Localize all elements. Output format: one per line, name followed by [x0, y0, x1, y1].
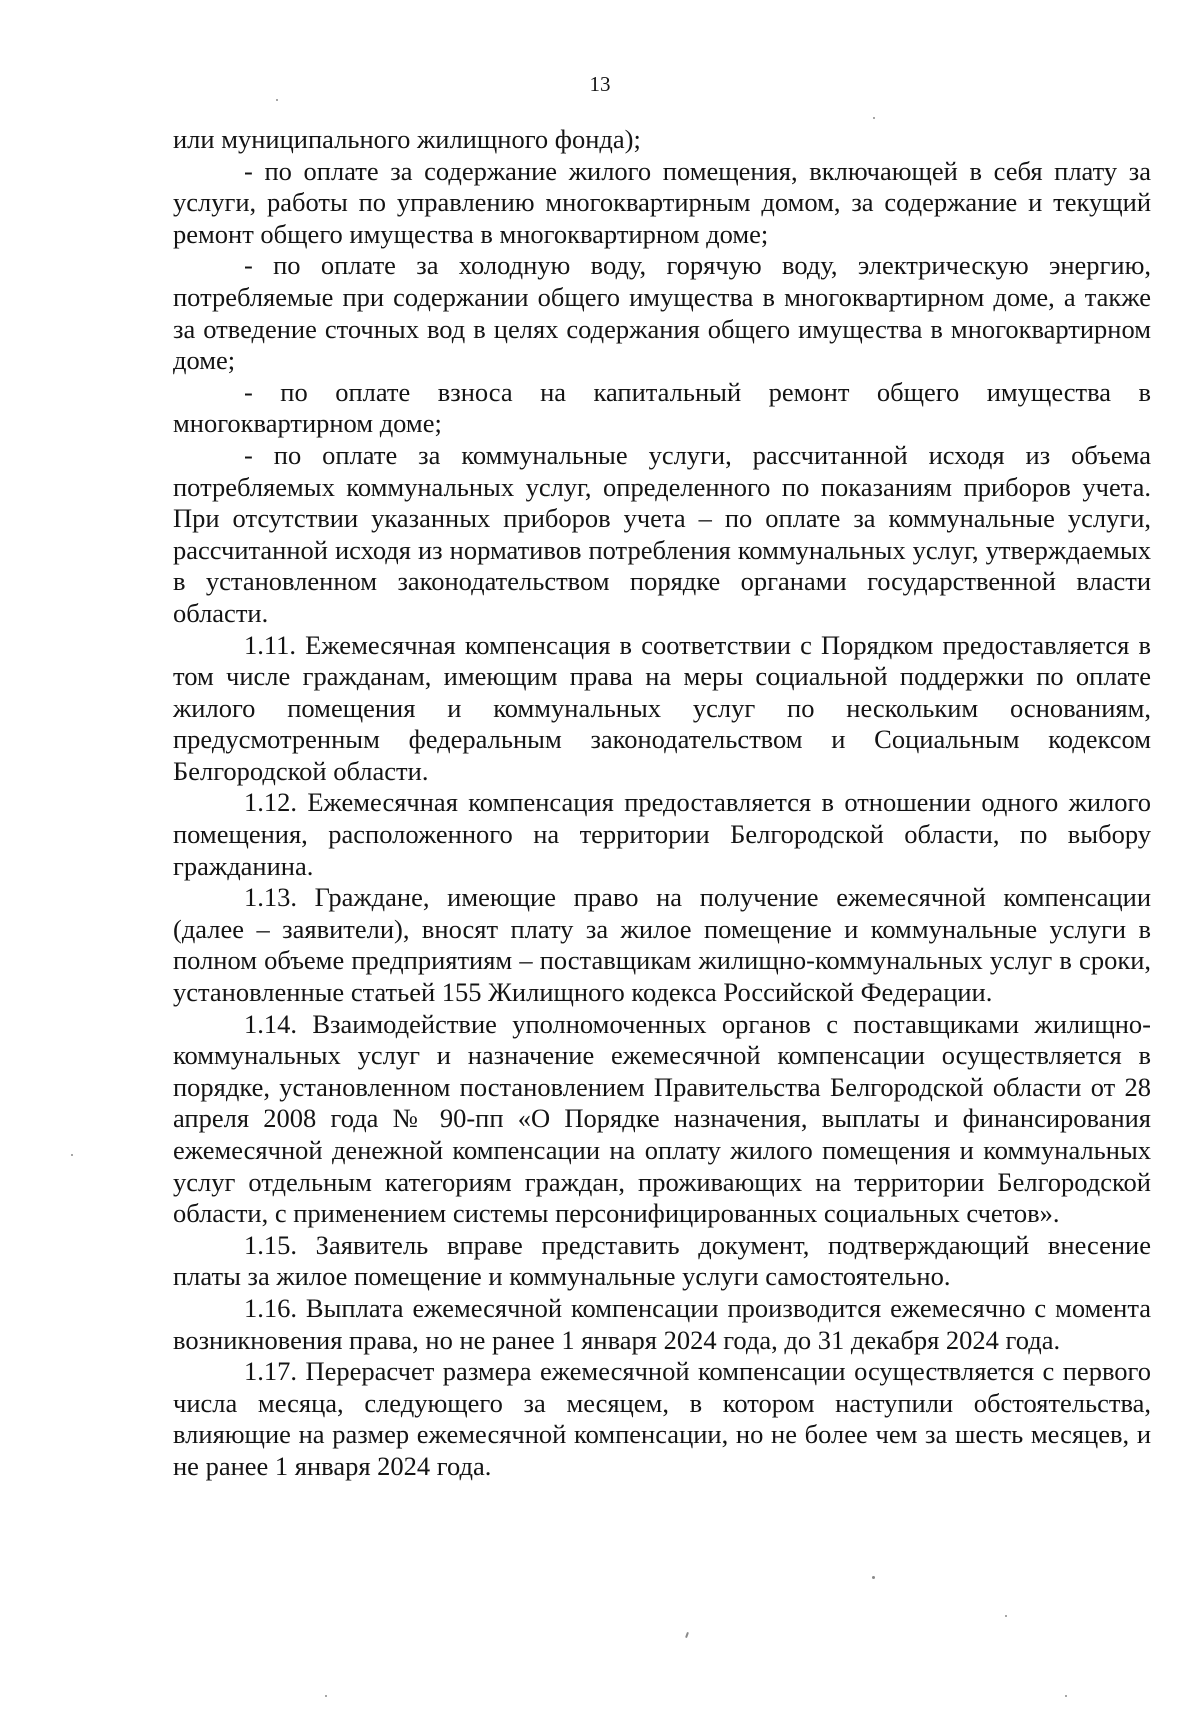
- paragraph-bullet-metered-utilities: - по оплате за коммунальные услуги, рассчитанной исходя из объема потребляемых коммунальных услуг, определенного по показаниям приборов учета. При отсутствии указанных приборов учета – по оплате за коммунальные услуги, рассчитанной исходя из нормативов потребления коммунальных услуг, утверждаемых в установленном законодательством порядке органами государственной власти области.: [173, 439, 1151, 628]
- scan-speck: [872, 1576, 875, 1579]
- clause-1-15: 1.15. Заявитель вправе представить документ, подтверждающий внесение платы за жилое помещение и коммунальные услуги самостоятельно.: [173, 1229, 1151, 1292]
- paragraph-bullet-common-utilities: - по оплате за холодную воду, горячую воду, электрическую энергию, потребляемые при содержании общего имущества в многоквартирном доме, а также за отведение сточных вод в целях содержания общего имущества в многоквартирном доме;: [173, 250, 1151, 376]
- scan-speck: [71, 1154, 73, 1156]
- document-body: [173, 124, 1151, 1483]
- scan-speck: [276, 99, 278, 101]
- clause-1-17: 1.17. Перерасчет размера ежемесячной компенсации осуществляется с первого числа месяца, следующего за месяцем, в котором наступили обстоятельства, влияющие на размер ежемесячной компенсации, но не более чем за шесть месяцев, и не ранее 1 января 2024 года.: [173, 1356, 1151, 1481]
- scan-speck: [1005, 1615, 1007, 1617]
- scan-speck: [873, 117, 875, 119]
- clause-1-14: 1.14. Взаимодействие уполномоченных органов с поставщиками жилищно-коммунальных услуг и назначение ежемесячной компенсации осуществляется в порядке, установленном постановлением Правительства Белгородской области от 28 апреля 2008 года № 90-пп «О Порядке назначения, выплаты и финансирования ежемесячной денежной компенсации на оплату жилого помещения и коммунальных услуг отдельным категориям граждан, проживающих на территории Белгородской области, с применением системы персонифицированных социальных счетов».: [173, 1008, 1151, 1229]
- clause-1-13: 1.13. Граждане, имеющие право на получение ежемесячной компенсации (далее – заявители), вносят плату за жилое помещение и коммунальные услуги в полном объеме предприятиям – поставщикам жилищно-коммунальных услуг в сроки, установленные статьей 155 Жилищного кодекса Российской Федерации.: [173, 882, 1151, 1008]
- scan-speck: [685, 1632, 689, 1638]
- clause-1-16: 1.16. Выплата ежемесячной компенсации производится ежемесячно с момента возникновения права, но не ранее 1 января 2024 года, до 31 декабря 2024 года.: [173, 1292, 1151, 1355]
- clause-1-12: 1.12. Ежемесячная компенсация предоставляется в отношении одного жилого помещения, расположенного на территории Белгородской области, по выбору гражданина.: [173, 787, 1151, 881]
- paragraph-continuation: или муниципального жилищного фонда);: [173, 124, 641, 154]
- scan-speck: [325, 1695, 327, 1697]
- paragraph-bullet-capital-repair: - по оплате взноса на капитальный ремонт общего имущества в многоквартирном доме;: [173, 376, 1151, 439]
- paragraph-bullet-maintenance: - по оплате за содержание жилого помещения, включающей в себя плату за услуги, работы по управлению многоквартирным домом, за содержание и текущий ремонт общего имущества в многоквартирном доме;: [173, 155, 1151, 249]
- page-number: 13: [589, 72, 611, 96]
- scan-speck: [1065, 1695, 1067, 1697]
- clause-1-11: 1.11. Ежемесячная компенсация в соответствии с Порядком предоставляется в том числе гражданам, имеющим права на меры социальной поддержки по оплате жилого помещения и коммунальных услуг по нескольким основаниям, предусмотренным федеральным законодательством и Социальным кодексом Белгородской области.: [173, 629, 1151, 786]
